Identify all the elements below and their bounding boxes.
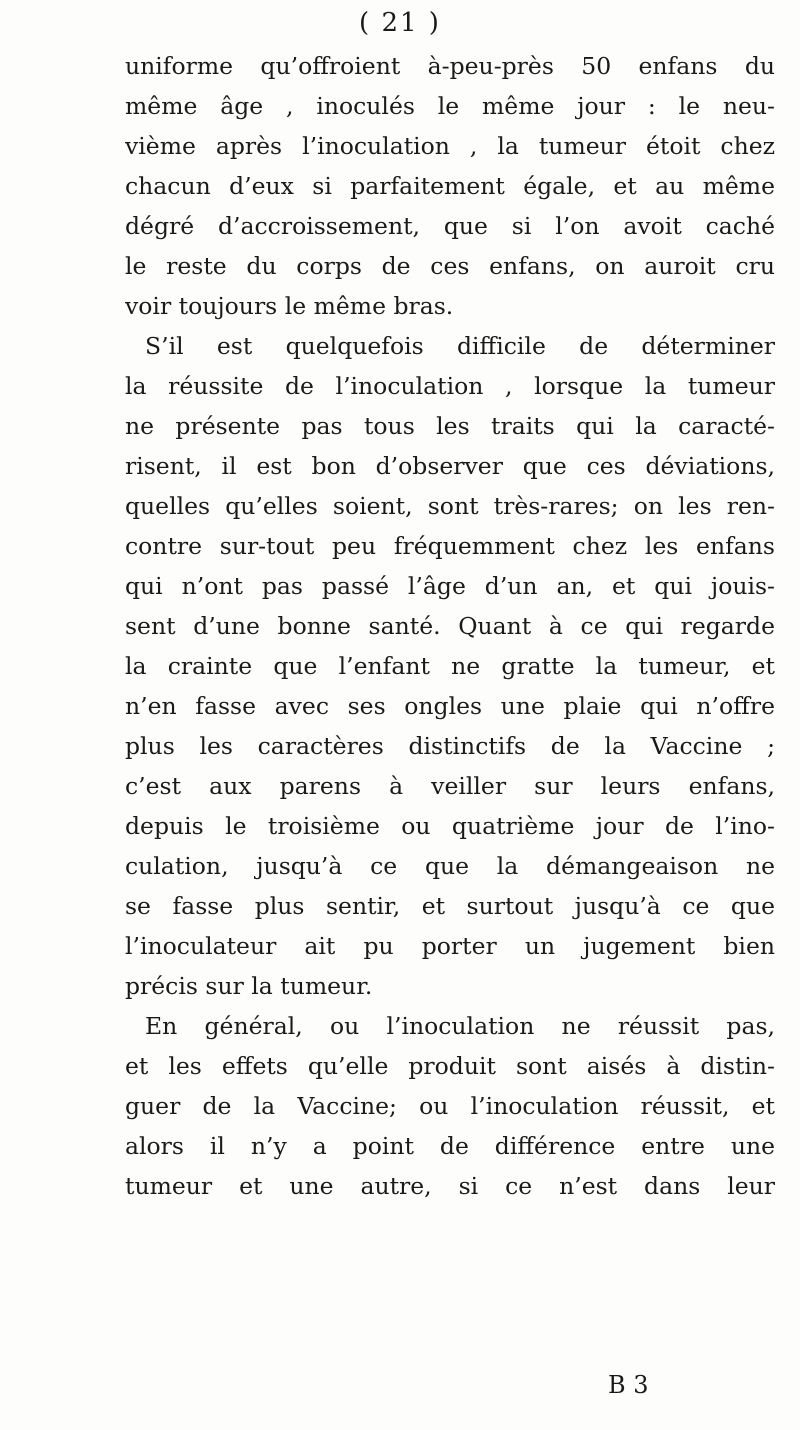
text-line: S’il est quelquefois difficile de déterminer [145,332,775,360]
text-line: tumeur et une autre, si ce n’est dans leur [125,1172,775,1200]
text-line: qui n’ont pas passé l’âge d’un an, et qui jouis- [125,572,775,600]
text-line: plus les caractères distinctifs de la Vaccine ; [125,732,775,760]
text-line: même âge , inoculés le même jour : le neu- [125,92,775,120]
text-line: ne présente pas tous les traits qui la caracté- [125,412,775,440]
text-line: chacun d’eux si parfaitement égale, et au même [125,172,775,200]
text-line: dégré d’accroissement, que si l’on avoit caché [125,212,775,240]
text-line: En général, ou l’inoculation ne réussit pas, [145,1012,775,1040]
text-line: culation, jusqu’à ce que la démangeaison ne [125,852,775,880]
text-line: précis sur la tumeur. [125,972,373,1000]
text-line: se fasse plus sentir, et surtout jusqu’à ce que [125,892,775,920]
text-line: le reste du corps de ces enfans, on auroit cru [125,252,775,280]
text-line: la crainte que l’enfant ne gratte la tumeur, et [125,652,775,680]
text-line: uniforme qu’offroient à-peu-près 50 enfans du [125,52,775,80]
text-line: risent, il est bon d’observer que ces déviations, [125,452,775,480]
text-line: l’inoculateur ait pu porter un jugement bien [125,932,775,960]
text-line: n’en fasse avec ses ongles une plaie qui n’offre [125,692,775,720]
text-line: sent d’une bonne santé. Quant à ce qui regarde [125,612,775,640]
text-line: quelles qu’elles soient, sont très-rares; on les ren- [125,492,775,520]
signature-mark: B 3 [608,1371,649,1399]
text-line: c’est aux parens à veiller sur leurs enfans, [125,772,775,800]
text-line: guer de la Vaccine; ou l’inoculation réussit, et [125,1092,775,1120]
text-line: vième après l’inoculation , la tumeur étoit chez [125,132,775,160]
text-line: voir toujours le même bras. [125,292,454,320]
text-line: contre sur-tout peu fréquemment chez les enfans [125,532,775,560]
text-line: alors il n’y a point de différence entre une [125,1132,775,1160]
page-number: ( 21 ) [359,8,441,38]
body-text [125,46,775,1206]
text-line: la réussite de l’inoculation , lorsque la tumeur [125,372,775,400]
text-line: et les effets qu’elle produit sont aisés à distin- [125,1052,775,1080]
text-line: depuis le troisième ou quatrième jour de l’ino- [125,812,775,840]
